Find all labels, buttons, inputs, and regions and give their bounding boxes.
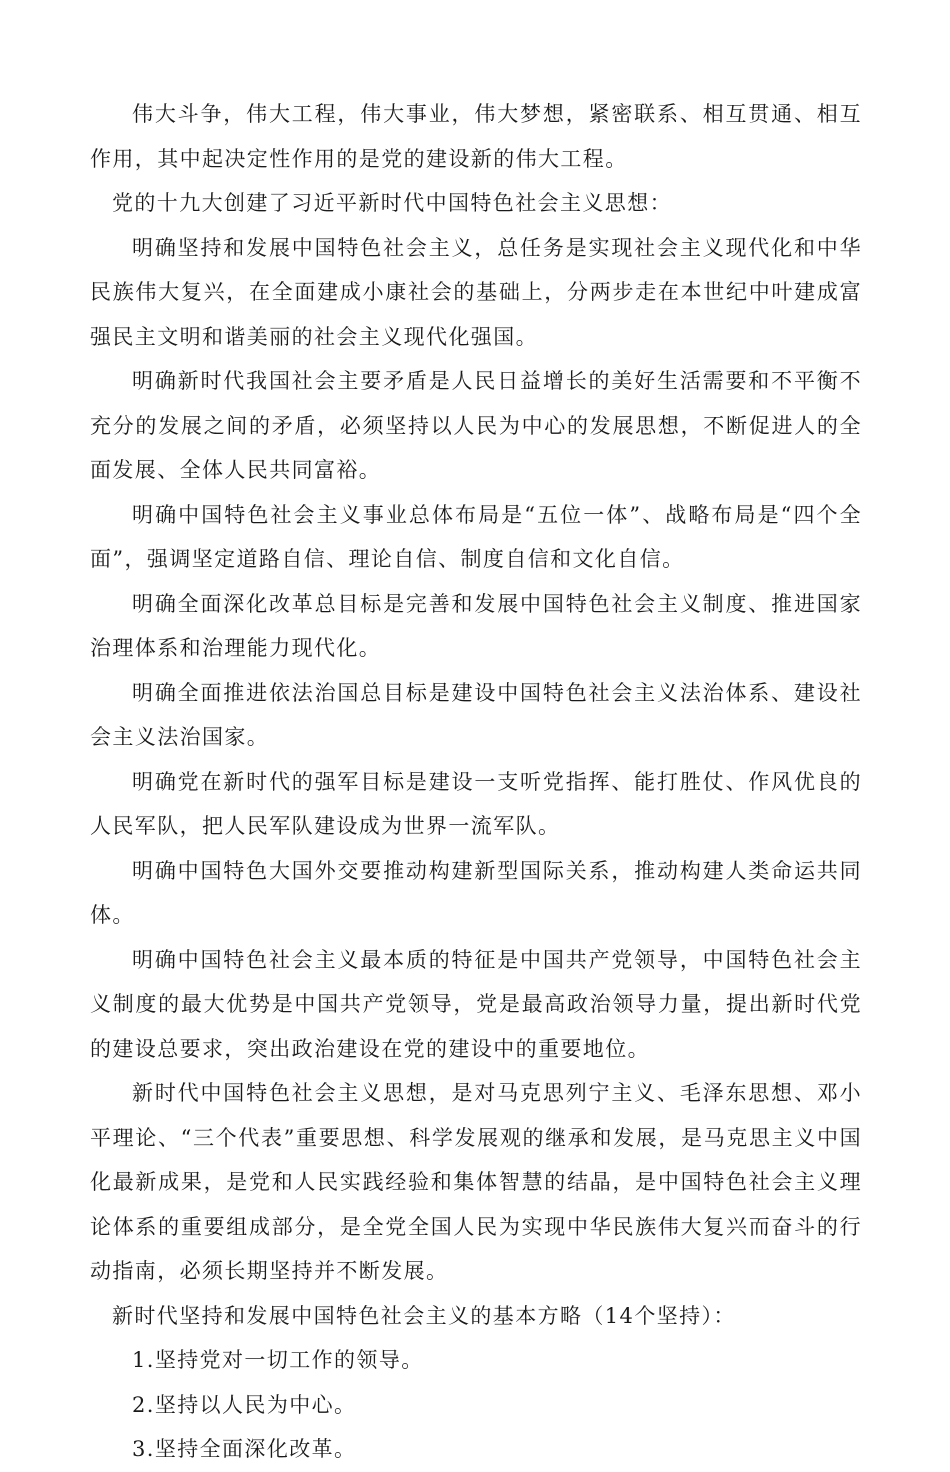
- list-item: 1.坚持党对一切工作的领导。: [132, 1348, 424, 1372]
- list-item: 3.坚持全面深化改革。: [132, 1437, 357, 1461]
- paragraph-strong-military: 明确党在新时代的强军目标是建设一支听党指挥、能打胜仗、作风优良的人民军队，把人民军队建设成为世界一流军队。: [90, 769, 862, 838]
- paragraph-rule-of-law: 明确全面推进依法治国总目标是建设中国特色社会主义法治体系、建设社会主义法治国家。: [90, 680, 862, 749]
- paragraph-major-country-diplomacy: 明确中国特色大国外交要推动构建新型国际关系，推动构建人类命运共同体。: [90, 858, 862, 927]
- paragraph-deepen-reform: 明确全面深化改革总目标是完善和发展中国特色社会主义制度、推进国家治理体系和治理能力现代化。: [90, 591, 862, 660]
- paragraph-party-leadership: 明确中国特色社会主义最本质的特征是中国共产党领导，中国特色社会主义制度的最大优势是中国共产党领导，党是最高政治领导力量，提出新时代党的建设总要求，突出政治建设在党的建设中的重要地位。: [90, 947, 862, 1061]
- paragraph-thought-intro: 党的十九大创建了习近平新时代中国特色社会主义思想：: [112, 191, 672, 215]
- paragraph-four-greats: 伟大斗争，伟大工程，伟大事业，伟大梦想，紧密联系、相互贯通、相互作用，其中起决定性作用的是党的建设新的伟大工程。: [90, 102, 862, 171]
- paragraph-basic-policy-intro: 新时代坚持和发展中国特色社会主义的基本方略（14个坚持）：: [112, 1303, 736, 1328]
- paragraph-principal-contradiction: 明确新时代我国社会主要矛盾是人民日益增长的美好生活需要和不平衡不充分的发展之间的矛盾，必须坚持以人民为中心的发展思想，不断促进人的全面发展、全体人民共同富裕。: [90, 369, 862, 482]
- paragraph-thought-significance: 新时代中国特色社会主义思想，是对马克思列宁主义、毛泽东思想、邓小平理论、“三个代表”重要思想、科学发展观的继承和发展，是马克思主义中国化最新成果，是党和人民实践经验和集体智慧的结晶，是中国特色社会主义理论体系的重要组成部分，是全党全国人民为实现中华民族伟大复兴而奋斗的行动指南，必须长期坚持并不断发展。: [90, 1081, 862, 1283]
- document-body: [90, 92, 862, 1472]
- list-item: 2.坚持以人民为中心。: [132, 1392, 357, 1417]
- paragraph-overall-task: 明确坚持和发展中国特色社会主义，总任务是实现社会主义现代化和中华民族伟大复兴，在全面建成小康社会的基础上，分两步走在本世纪中叶建成富强民主文明和谐美丽的社会主义现代化强国。: [90, 235, 862, 349]
- paragraph-overall-layout: 明确中国特色社会主义事业总体布局是“五位一体”、战略布局是“四个全面”，强调坚定道路自信、理论自信、制度自信和文化自信。: [90, 502, 862, 571]
